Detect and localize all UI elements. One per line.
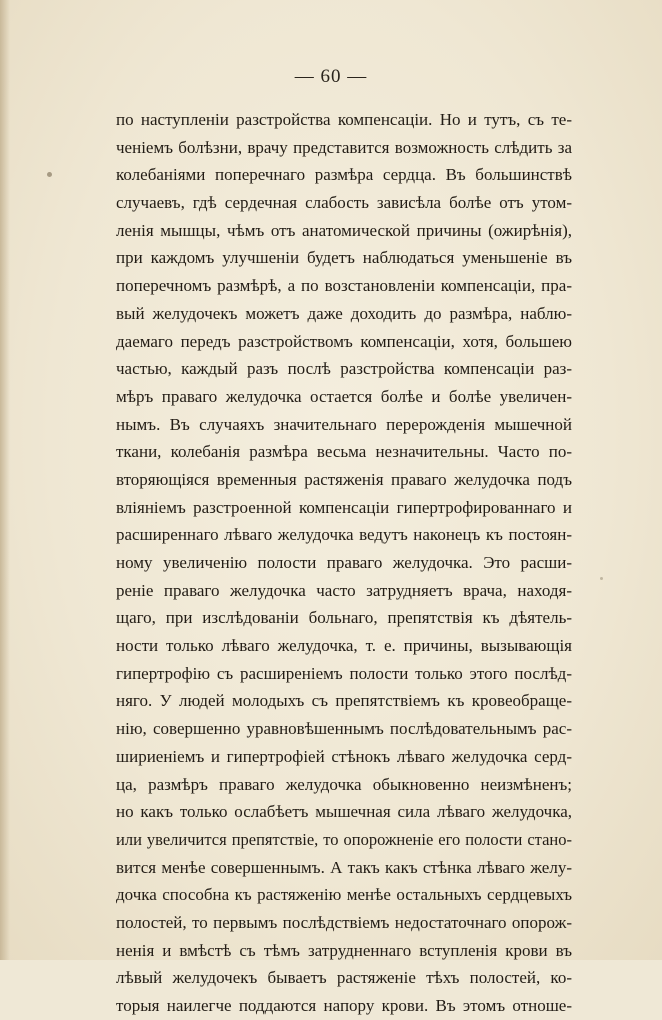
text-line: расширеннаго лѣваго желудочка ведутъ наконецъ къ постоян- — [116, 525, 572, 545]
text-line: гипертрофію съ расширеніемъ полости только этого послѣд- — [116, 663, 572, 683]
text-line: вый желудочекъ можетъ даже доходить до размѣра, наблю- — [116, 303, 572, 323]
text-line: нію, совершенно уравновѣшеннымъ послѣдовательнымъ рас- — [116, 719, 572, 739]
text-line: ности только лѣваго желудочка, т. е. причины, вызывающія — [116, 636, 572, 656]
text-line: поперечномъ размѣрѣ, а по возстановленіи компенсаціи, пра- — [116, 276, 572, 296]
text-line: лѣвый желудочекъ бываетъ растяженіе тѣхъ полостей, ко- — [116, 968, 572, 988]
text-line: реніе праваго желудочка часто затрудняетъ врача, находя- — [116, 580, 572, 600]
text-line: вится менѣе совершеннымъ. А такъ какъ стѣнка лѣваго желу- — [116, 857, 572, 877]
text-line: нымъ. Въ случаяхъ значительнаго перерожденія мышечной — [116, 414, 572, 434]
text-line: ленія мышцы, чѣмъ отъ анатомической причины (ожирѣнія), — [116, 220, 572, 240]
text-line: вторяющіяся временныя растяженія праваго желудочка подъ — [116, 469, 572, 489]
text-line: ца, размѣръ праваго желудочка обыкновенно неизмѣненъ; — [116, 774, 572, 794]
text-line: или увеличится препятствіе, то опорожненіе его полости стано- — [116, 829, 572, 849]
text-line: полостей, то первымъ послѣдствіемъ недостаточнаго опорож- — [116, 912, 572, 932]
text-line: даемаго передъ разстройствомъ компенсаціи, хотя, большею — [116, 331, 572, 351]
text-line: шириеніемъ и гипертрофіей стѣнокъ лѣваго желудочка серд- — [116, 746, 572, 766]
text-line: ненія и вмѣстѣ съ тѣмъ затрудненнаго вступленія крови въ — [116, 940, 572, 960]
text-line: но какъ только ослабѣетъ мышечная сила лѣваго желудочка, — [116, 802, 572, 822]
body-text — [116, 106, 572, 1020]
text-line: по наступленіи разстройства компенсаціи. Но и тутъ, съ те- — [116, 110, 572, 129]
text-line: торыя наилегче поддаются напору крови. Въ этомъ отноше- — [116, 996, 572, 1015]
text-line: ному увеличенію полости праваго желудочка. Это расши- — [116, 553, 572, 572]
text-line: при каждомъ улучшеніи будетъ наблюдаться уменьшеніе въ — [116, 248, 572, 268]
text-line: няго. У людей молодыхъ съ препятствіемъ къ кровеобраще- — [116, 691, 572, 711]
text-line: ткани, колебанія размѣра весьма незначительны. Часто по- — [116, 442, 572, 462]
text-line: вліяніемъ разстроенной компенсаціи гипертрофированнаго и — [116, 497, 572, 517]
text-line: дочка способна къ растяженію менѣе остальныхъ сердцевыхъ — [116, 885, 572, 905]
ink-speck — [600, 577, 603, 580]
text-line: частью, каждый разъ послѣ разстройства компенсаціи раз- — [116, 359, 572, 379]
text-line: щаго, при изслѣдованіи больнаго, препятствія къ дѣятель- — [116, 608, 572, 628]
page-number: — 60 — — [294, 66, 368, 87]
ink-speck — [47, 172, 52, 177]
text-line: случаевъ, гдѣ сердечная слабость зависѣла болѣе отъ утом- — [116, 193, 572, 213]
text-line: ченіемъ болѣзни, врачу представится возможность слѣдить за — [116, 137, 572, 157]
text-line: мѣръ праваго желудочка остается болѣе и болѣе увеличен- — [116, 386, 572, 406]
text-line: колебаніями поперечнаго размѣра сердца. Въ большинствѣ — [116, 165, 572, 185]
